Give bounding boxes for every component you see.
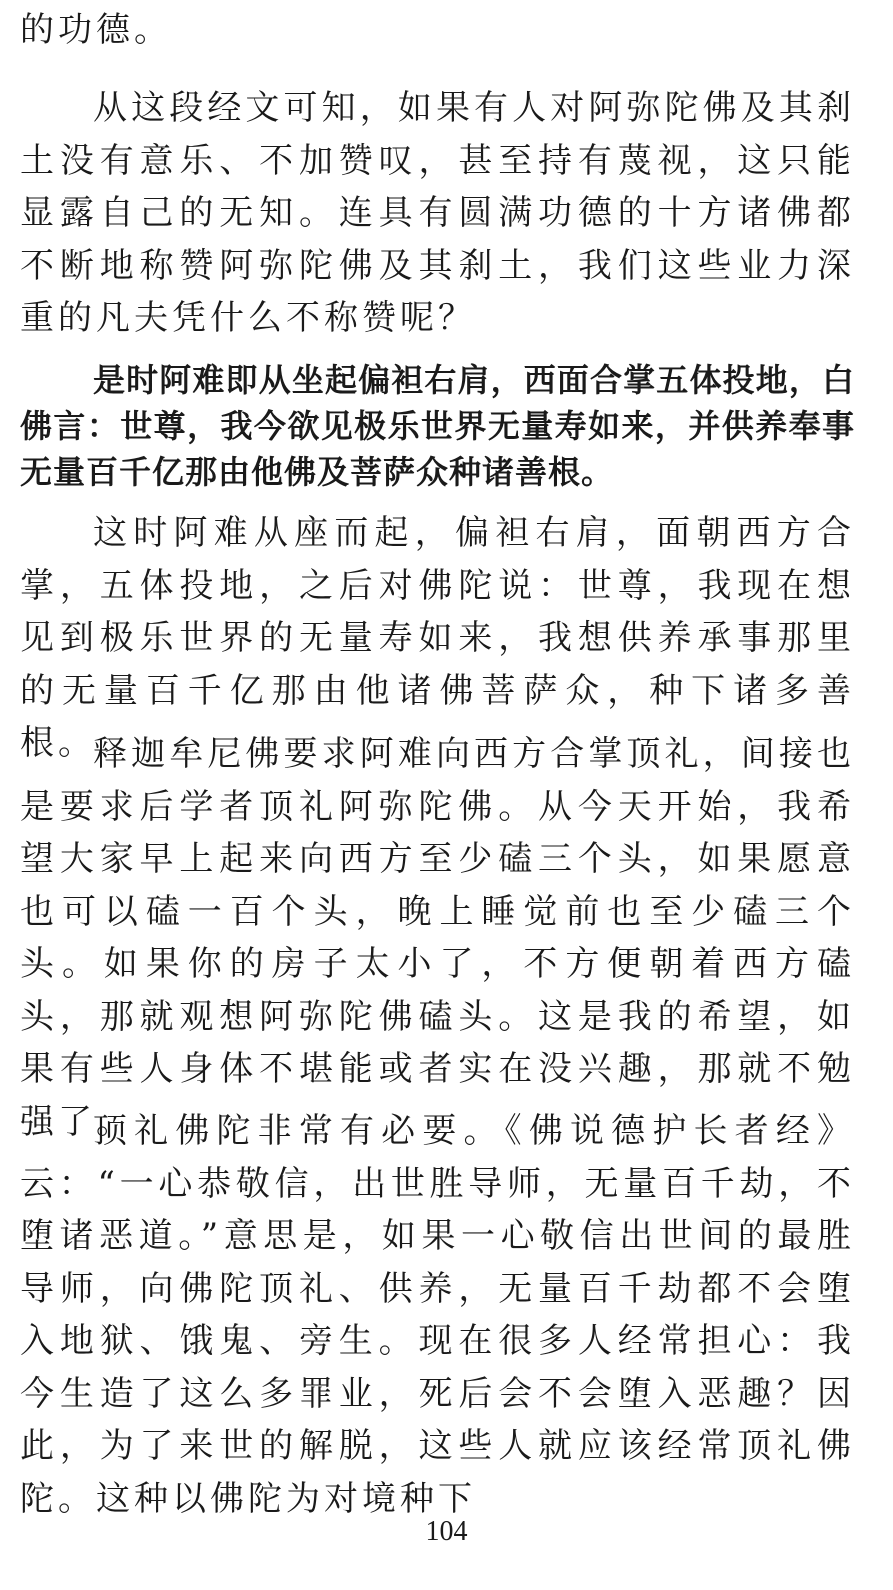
sutra-quote: 是时阿难即从坐起偏袒右肩，西面合掌五体投地，白佛言：世尊，我今欲见极乐世界无量寿如来，并供养奉事无量百千亿那由他佛及菩萨众种诸善根。 bbox=[20, 361, 855, 491]
paragraph-commentary-2: 释迦牟尼佛要求阿难向西方合掌顶礼，间接也是要求后学者顶礼阿弥陀佛。从今天开始，我希望大家早上起来向西方至少磕三个头，如果愿意也可以磕一百个头，晚上睡觉前也至少磕三个头。如果你的房子太小了，不方便朝着西方磕头，那就观想阿弥陀佛磕头。这是我的希望，如果有些人身体不堪能或者实在没兴趣，那就不勉强了。 bbox=[20, 734, 855, 1142]
page-number: 104 bbox=[425, 1516, 468, 1547]
paragraph-commentary-3: 顶礼佛陀非常有必要。《佛说德护长者经》云：“一心恭敬信，出世胜导师，无量百千劫，不堕诸恶道。”意思是，如果一心敬信出世间的最胜导师，向佛陀顶礼、供养，无量百千劫都不会堕入地狱、饿鬼、旁生。现在很多人经常担心：我今生造了这么多罪业，死后会不会堕入恶趣？因此，为了来世的解脱，这些人就应该经常顶礼佛陀。这种以佛陀为对境种下 bbox=[20, 1111, 855, 1519]
paragraph-continuation: 的功德。 bbox=[20, 10, 172, 50]
paragraph-commentary-1: 从这段经文可知，如果有人对阿弥陀佛及其刹土没有意乐、不加赞叹，甚至持有蔑视，这只能显露自己的无知。连具有圆满功德的十方诸佛都不断地称赞阿弥陀佛及其刹土，我们这些业力深重的凡夫凭什么不称赞呢？ bbox=[20, 88, 855, 338]
paragraph-translation: 这时阿难从座而起，偏袒右肩，面朝西方合掌，五体投地，之后对佛陀说：世尊，我现在想见到极乐世界的无量寿如来，我想供养承事那里的无量百千亿那由他诸佛菩萨众，种下诸多善根。 bbox=[20, 513, 855, 763]
